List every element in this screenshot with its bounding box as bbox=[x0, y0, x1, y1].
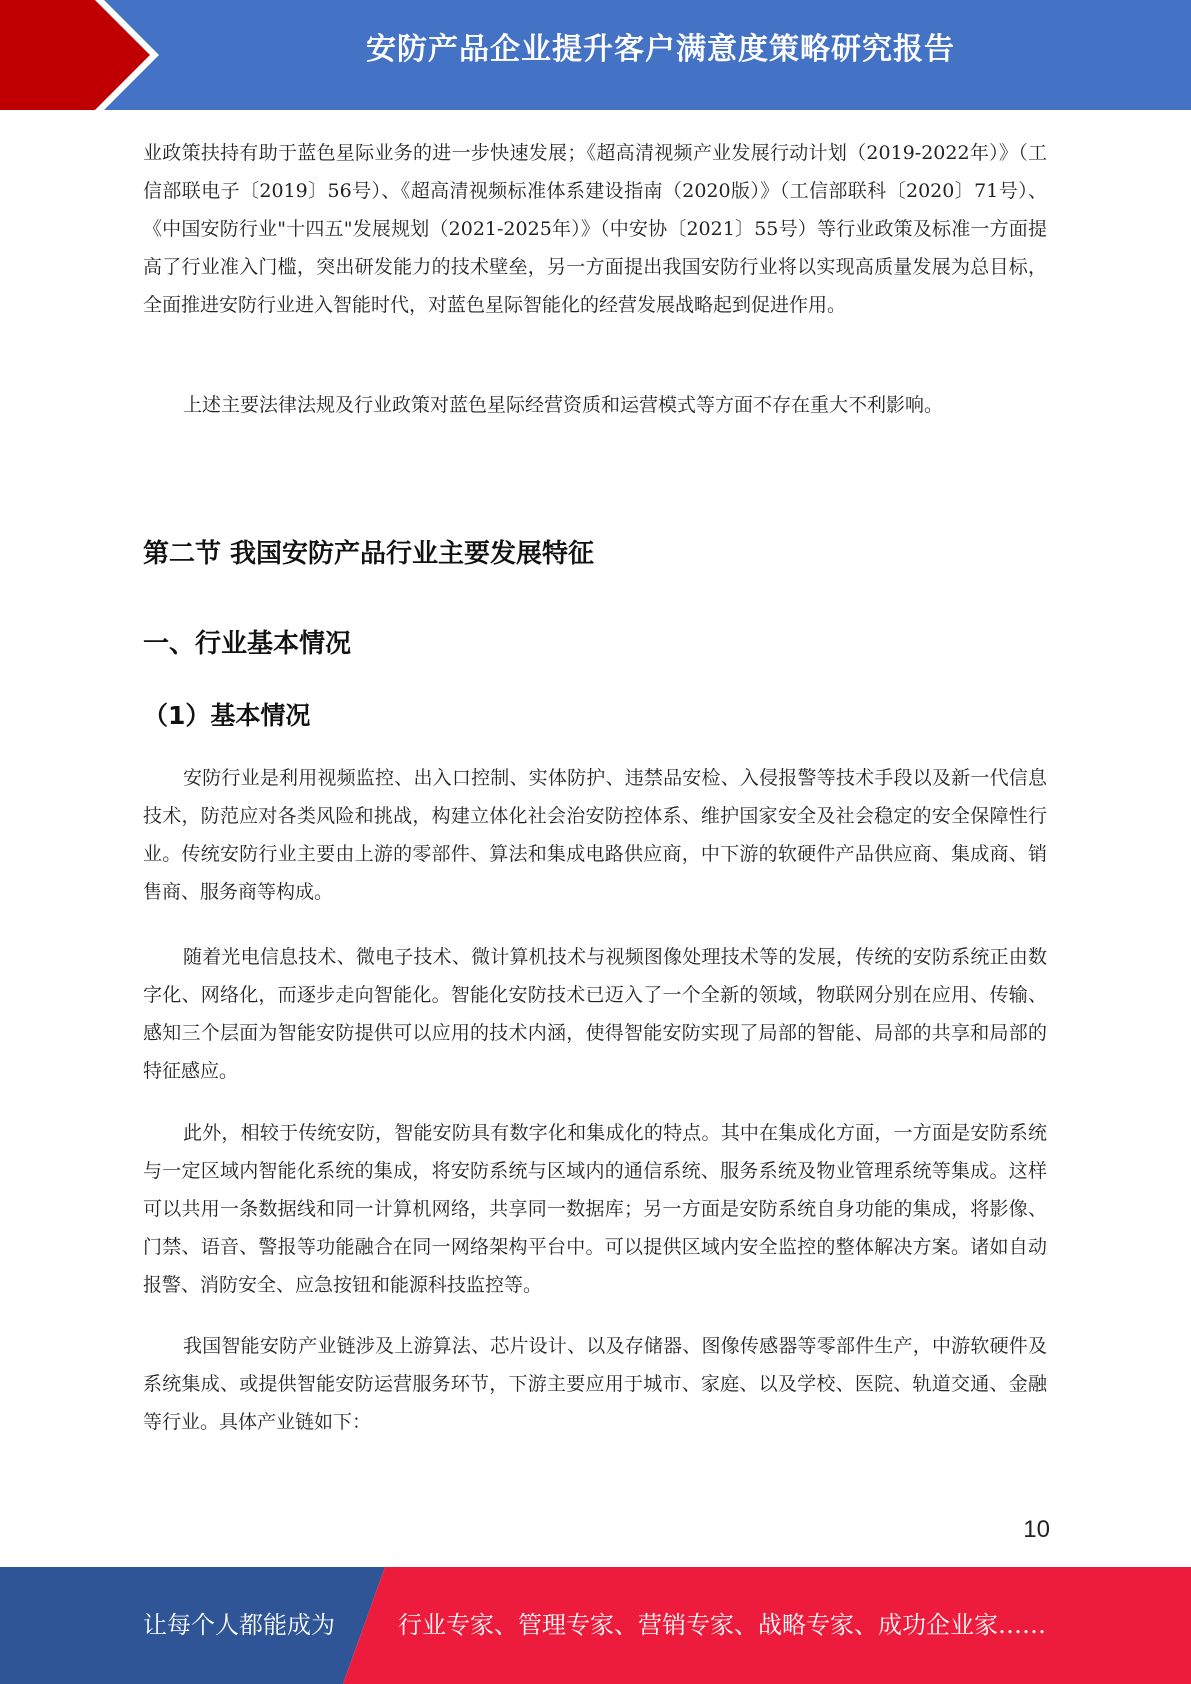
heading-industry-basics: 一、行业基本情况 bbox=[143, 629, 352, 659]
page-header bbox=[0, 0, 1191, 110]
section-heading: 第二节 我国安防产品行业主要发展特征 bbox=[143, 539, 595, 569]
page-number: 10 bbox=[1023, 1516, 1050, 1543]
paragraph-industry-definition: 安防行业是利用视频监控、出入口控制、实体防护、违禁品安检、入侵报警等技术手段以及新一代信息技术，防范应对各类风险和挑战，构建立体化社会治安防控体系、维护国家安全及社会稳定的安全保障性行业。传统安防行业主要由上游的零部件、算法和集成电路供应商，中下游的软硬件产品供应商、集成商、销售商、服务商等构成。 bbox=[143, 767, 1047, 903]
paragraph-summary: 上述主要法律法规及行业政策对蓝色星际经营资质和运营模式等方面不存在重大不利影响。 bbox=[183, 394, 944, 416]
heading-basic-situation: （1）基本情况 bbox=[143, 701, 311, 730]
document-title: 安防产品企业提升客户满意度策略研究报告 bbox=[366, 32, 955, 67]
footer-slogan-right: 行业专家、管理专家、营销专家、战略专家、成功企业家…… bbox=[398, 1611, 1046, 1639]
paragraph-industry-chain: 我国智能安防产业链涉及上游算法、芯片设计、以及存储器、图像传感器等零部件生产，中游软硬件及系统集成、或提供智能安防运营服务环节，下游主要应用于城市、家庭、以及学校、医院、轨道交通、金融等行业。具体产业链如下： bbox=[143, 1335, 1047, 1433]
paragraph-integration: 此外，相较于传统安防，智能安防具有数字化和集成化的特点。其中在集成化方面，一方面是安防系统与一定区域内智能化系统的集成，将安防系统与区域内的通信系统、服务系统及物业管理系统等集成。这样可以共用一条数据线和同一计算机网络，共享同一数据库；另一方面是安防系统自身功能的集成，将影像、门禁、语音、警报等功能融合在同一网络架构平台中。可以提供区域内安全监控的整体解决方案。诸如自动报警、消防安全、应急按钮和能源科技监控等。 bbox=[143, 1122, 1047, 1296]
footer-slogan-left: 让每个人都能成为 bbox=[143, 1611, 335, 1639]
paragraph-intelligent-trend: 随着光电信息技术、微电子技术、微计算机技术与视频图像处理技术等的发展，传统的安防系统正由数字化、网络化，而逐步走向智能化。智能化安防技术已迈入了一个全新的领域，物联网分别在应用、传输、感知三个层面为智能安防提供可以应用的技术内涵，使得智能安防实现了局部的智能、局部的共享和局部的特征感应。 bbox=[143, 946, 1047, 1082]
page-footer bbox=[0, 1567, 1191, 1684]
paragraph-policy: 业政策扶持有助于蓝色星际业务的进一步快速发展；《超高清视频产业发展行动计划（2019-2022年）》（工信部联电子〔2019〕56号）、《超高清视频标准体系建设指南（2020版）》（工信部联科〔2020〕71号）、《中国安防行业"十四五"发展规划（2021-2025年）》（中安协〔2021〕55号）等行业政策及标准一方面提高了行业准入门槛，突出研发能力的技术壁垒，另一方面提出我国安防行业将以实现高质量发展为总目标，全面推进安防行业进入智能时代，对蓝色星际智能化的经营发展战略起到促进作用。 bbox=[143, 142, 1047, 316]
